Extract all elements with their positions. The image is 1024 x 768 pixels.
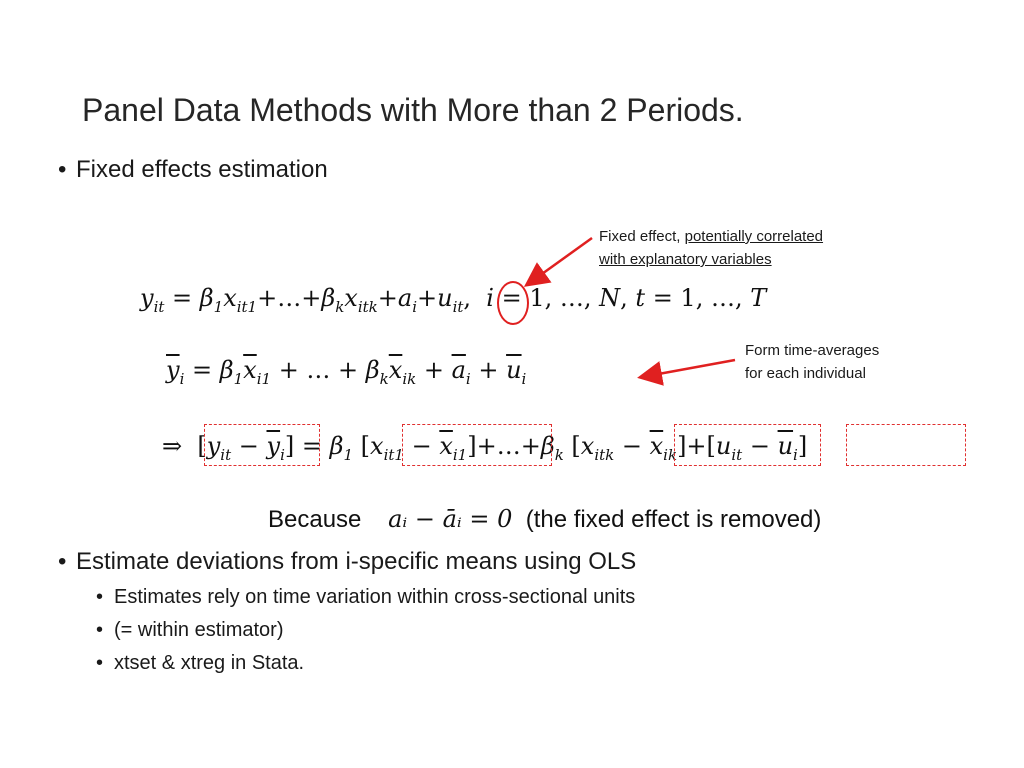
arrow-to-fixed-effect bbox=[528, 238, 592, 284]
equation-demeaned: ⇒ $[y_{it} - \overline{y}_i] = \beta_1$ [$x_{it1}$ − $\overline{x}_{i1}]+\dots+\beta_k$ $[x_{itk} - \overline{x}_{ik}]+[u_{it} - \overline{u}_i]$ bbox=[162, 432, 808, 464]
sub-bullet-glyph: • bbox=[96, 619, 104, 641]
because-label: Because bbox=[268, 506, 362, 533]
bullet-glyph: • bbox=[58, 548, 67, 575]
time-average-line-1: Form time-averages bbox=[745, 342, 880, 359]
time-average-line-2: for each individual bbox=[745, 365, 866, 382]
slide-title: Panel Data Methods with More than 2 Periods. bbox=[82, 92, 744, 128]
sub-bullet-glyph: • bbox=[96, 586, 104, 608]
bullet-label: Estimate deviations from i-specific means using OLS bbox=[76, 548, 637, 575]
because-note: (the fixed effect is removed) bbox=[525, 506, 822, 533]
equation-model: $y_{it}$ = $\beta_1x_{it1}+\dots+\beta_kx_{itk}+a_i+u_{it}$, i = 1, …, N, t = 1, …, T bbox=[140, 284, 767, 316]
sub-bullet-label: Estimates rely on time variation within cross-sectional units bbox=[114, 586, 636, 608]
fixed-effect-underlined-2: with explanatory variables bbox=[599, 251, 772, 268]
arrow-to-time-average bbox=[642, 360, 735, 377]
sub-bullet-label: (= within estimator) bbox=[114, 619, 284, 641]
sub-bullet-glyph: • bbox=[96, 652, 104, 674]
fixed-effect-prefix: Fixed effect, bbox=[599, 228, 685, 245]
bullet-label: Fixed effects estimation bbox=[76, 156, 328, 183]
bullet-glyph: • bbox=[58, 156, 67, 183]
equation-time-average: $\overline{y}_i = \beta_1\overline{x}_{i1}$ + … + $\beta_k\overline{x}_{ik} + \overline{a}_i + \overline{u}_i$ bbox=[166, 356, 527, 388]
because-formula: aᵢ − āᵢ = 0 bbox=[388, 505, 513, 533]
fixed-effect-underlined-1: potentially correlated bbox=[684, 228, 824, 245]
sub-bullet-label: xtset & xtreg in Stata. bbox=[114, 652, 305, 674]
